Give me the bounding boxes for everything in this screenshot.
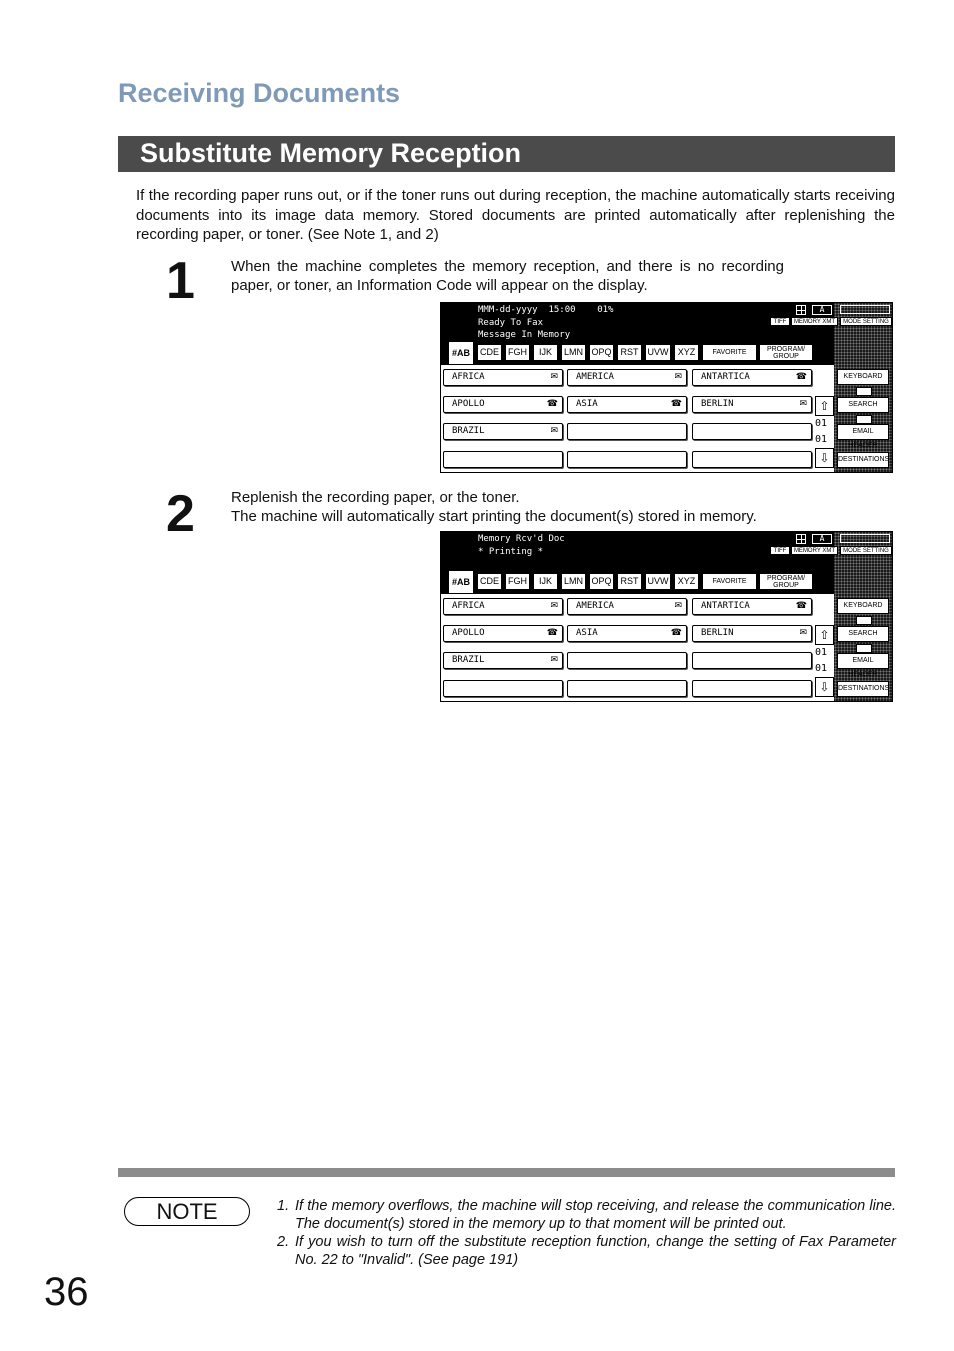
tab-index[interactable]: LMN: [561, 573, 586, 590]
destination-slot[interactable]: [692, 396, 812, 413]
scroll-down-button[interactable]: ⇩: [815, 677, 834, 697]
step-1-line: When the machine completes the memory reception, and there is no recording paper, or toner, an Information Code will appear on the display.: [231, 258, 784, 294]
tab-index[interactable]: UVW: [645, 573, 671, 590]
text-size-icon: A: [812, 305, 832, 315]
destination-type-icon: ☎: [795, 601, 807, 611]
destination-name: BRAZIL: [452, 426, 485, 436]
lcd-message: [478, 533, 565, 558]
destination-name: ANTARTICA: [701, 372, 750, 382]
step-2-line: The machine will automatically start printing the document(s) stored in memory.: [231, 508, 757, 525]
book-icon: [856, 616, 872, 625]
page-number: 36: [44, 1270, 89, 1314]
destination-type-icon: ✉: [674, 372, 682, 382]
destination-slot[interactable]: [443, 369, 563, 386]
lcd-message: [478, 304, 613, 342]
destination-name: ASIA: [576, 399, 598, 409]
tab-index[interactable]: CDE: [477, 344, 502, 361]
destination-type-icon: ☎: [795, 372, 807, 382]
page-current: 01: [815, 418, 828, 429]
note-number: 2.: [277, 1234, 290, 1250]
destination-type-icon: ✉: [799, 628, 807, 638]
destination-type-icon: ☎: [546, 399, 558, 409]
destinations-button[interactable]: DESTINATIONS: [837, 681, 889, 697]
page-total: 01: [815, 434, 828, 445]
page-total: 01: [815, 663, 828, 674]
keyboard-button[interactable]: KEYBOARD: [837, 369, 889, 385]
destination-slot[interactable]: [692, 680, 812, 697]
destination-name: AFRICA: [452, 601, 485, 611]
destination-slot[interactable]: [567, 423, 687, 440]
destination-name: AMERICA: [576, 601, 614, 611]
memory-xmt-badge: MEMORY XMT: [791, 546, 838, 555]
tab-index[interactable]: LMN: [561, 344, 586, 361]
destination-slot[interactable]: [443, 396, 563, 413]
destination-name: BERLIN: [701, 628, 734, 638]
step-2-line: Replenish the recording paper, or the toner.: [231, 489, 520, 506]
tab-program-group[interactable]: PROGRAM/ GROUP: [759, 573, 813, 590]
scroll-up-button[interactable]: ⇧: [815, 396, 834, 416]
destination-slot[interactable]: [692, 451, 812, 468]
note-item: [277, 1233, 896, 1269]
lcd-line: Ready To Fax: [478, 317, 544, 328]
tab-favorite[interactable]: FAVORITE: [702, 344, 757, 361]
destination-slot[interactable]: [692, 625, 812, 642]
destination-slot[interactable]: [567, 625, 687, 642]
note-list: [277, 1197, 896, 1269]
tab-index[interactable]: UVW: [645, 344, 671, 361]
destination-slot[interactable]: [443, 423, 563, 440]
destination-slot[interactable]: [443, 625, 563, 642]
lcd-line: * Printing *: [478, 546, 544, 557]
note-number: 1.: [277, 1198, 290, 1214]
destination-slot[interactable]: [567, 680, 687, 697]
destination-name: BRAZIL: [452, 655, 485, 665]
destination-slot[interactable]: [692, 598, 812, 615]
destination-slot[interactable]: [692, 369, 812, 386]
fax-display-screen: [440, 531, 893, 702]
destination-slot[interactable]: [443, 652, 563, 669]
memory-xmt-badge: MEMORY XMT: [791, 317, 838, 326]
destination-type-icon: ✉: [550, 372, 558, 382]
destinations-button[interactable]: DESTINATIONS: [837, 452, 889, 468]
lcd-line: Memory Rcv'd Doc: [478, 534, 565, 544]
note-text: If you wish to turn off the substitute reception function, change the setting of Fax Parameter No. 22 to "Invalid". (See page 191): [295, 1234, 896, 1268]
search-button[interactable]: SEARCH: [837, 397, 889, 413]
destination-slot[interactable]: [692, 652, 812, 669]
search-button[interactable]: SEARCH: [837, 626, 889, 642]
destination-slot[interactable]: [443, 598, 563, 615]
lcd-line: Message In Memory: [478, 330, 571, 340]
tab-index[interactable]: XYZ: [674, 573, 699, 590]
tiff-badge: TIFF: [770, 546, 790, 555]
destination-type-icon: ✉: [550, 426, 558, 436]
step-number: 2: [166, 485, 195, 543]
intro-paragraph: If the recording paper runs out, or if the toner runs out during reception, the machine automatically starts receiving documents into its image data memory. Stored documents are printed automatically after replenishing the recording paper, or toner. (See Note 1, and 2): [136, 187, 895, 243]
destination-slot[interactable]: [567, 396, 687, 413]
destination-type-icon: ✉: [674, 601, 682, 611]
destination-name: APOLLO: [452, 628, 485, 638]
destination-slot[interactable]: [567, 598, 687, 615]
text-size-icon: A: [812, 534, 832, 544]
destination-slot[interactable]: [567, 369, 687, 386]
email-header-button[interactable]: EMAIL HEADER: [837, 424, 889, 440]
destination-slot[interactable]: [443, 451, 563, 468]
tab-index[interactable]: CDE: [477, 573, 502, 590]
destination-type-icon: ✉: [550, 601, 558, 611]
tiff-badge: TIFF: [770, 317, 790, 326]
destination-type-icon: ☎: [670, 399, 682, 409]
note-item: [277, 1197, 896, 1233]
tab-index[interactable]: #AB: [448, 570, 474, 594]
destination-name: AFRICA: [452, 372, 485, 382]
destination-slot[interactable]: [567, 451, 687, 468]
keyboard-button[interactable]: KEYBOARD: [837, 598, 889, 614]
email-header-button[interactable]: EMAIL HEADER: [837, 653, 889, 669]
tab-index[interactable]: XYZ: [674, 344, 699, 361]
lcd-line: MMM-dd-yyyy 15:00 01%: [478, 305, 614, 315]
memory-gauge-icon: [840, 534, 890, 543]
destination-name: APOLLO: [452, 399, 485, 409]
tab-index[interactable]: RST: [617, 573, 642, 590]
grid-icon: [796, 534, 806, 544]
memory-gauge-icon: [840, 305, 890, 314]
destination-slot[interactable]: [567, 652, 687, 669]
envelope-icon: [856, 415, 872, 424]
step-2-text: [231, 488, 784, 526]
step-number: 1: [166, 252, 195, 310]
tab-index[interactable]: OPQ: [589, 573, 614, 590]
divider: [118, 1168, 895, 1177]
tab-index[interactable]: #AB: [448, 341, 474, 365]
destination-type-icon: ☎: [546, 628, 558, 638]
tab-index[interactable]: OPQ: [589, 344, 614, 361]
mode-setting-button[interactable]: MODE SETTING: [840, 317, 892, 326]
page-title: Substitute Memory Reception: [118, 136, 895, 172]
scroll-up-button[interactable]: ⇧: [815, 625, 834, 645]
tab-favorite[interactable]: FAVORITE: [702, 573, 757, 590]
tab-index[interactable]: FGH: [505, 573, 530, 590]
destination-type-icon: ✉: [550, 655, 558, 665]
destination-slot[interactable]: [692, 423, 812, 440]
destination-name: ASIA: [576, 628, 598, 638]
tab-index[interactable]: RST: [617, 344, 642, 361]
page-current: 01: [815, 647, 828, 658]
destination-type-icon: ☎: [670, 628, 682, 638]
tab-index[interactable]: IJK: [533, 344, 558, 361]
note-text: If the memory overflows, the machine will stop receiving, and release the communication line. The document(s) stored in the memory up to that moment will be printed out.: [295, 1198, 896, 1232]
destination-name: AMERICA: [576, 372, 614, 382]
grid-icon: [796, 305, 806, 315]
note-label: NOTE: [124, 1197, 250, 1226]
envelope-icon: [856, 644, 872, 653]
book-icon: [856, 387, 872, 396]
scroll-down-button[interactable]: ⇩: [815, 448, 834, 468]
tab-program-group[interactable]: PROGRAM/ GROUP: [759, 344, 813, 361]
fax-display-screen: [440, 302, 893, 473]
destination-type-icon: ✉: [799, 399, 807, 409]
section-title: Receiving Documents: [118, 78, 401, 108]
mode-setting-button[interactable]: MODE SETTING: [840, 546, 892, 555]
step-1-text: [231, 257, 784, 295]
destination-name: BERLIN: [701, 399, 734, 409]
destination-name: ANTARTICA: [701, 601, 750, 611]
tab-index[interactable]: FGH: [505, 344, 530, 361]
tab-index[interactable]: IJK: [533, 573, 558, 590]
destination-slot[interactable]: [443, 680, 563, 697]
